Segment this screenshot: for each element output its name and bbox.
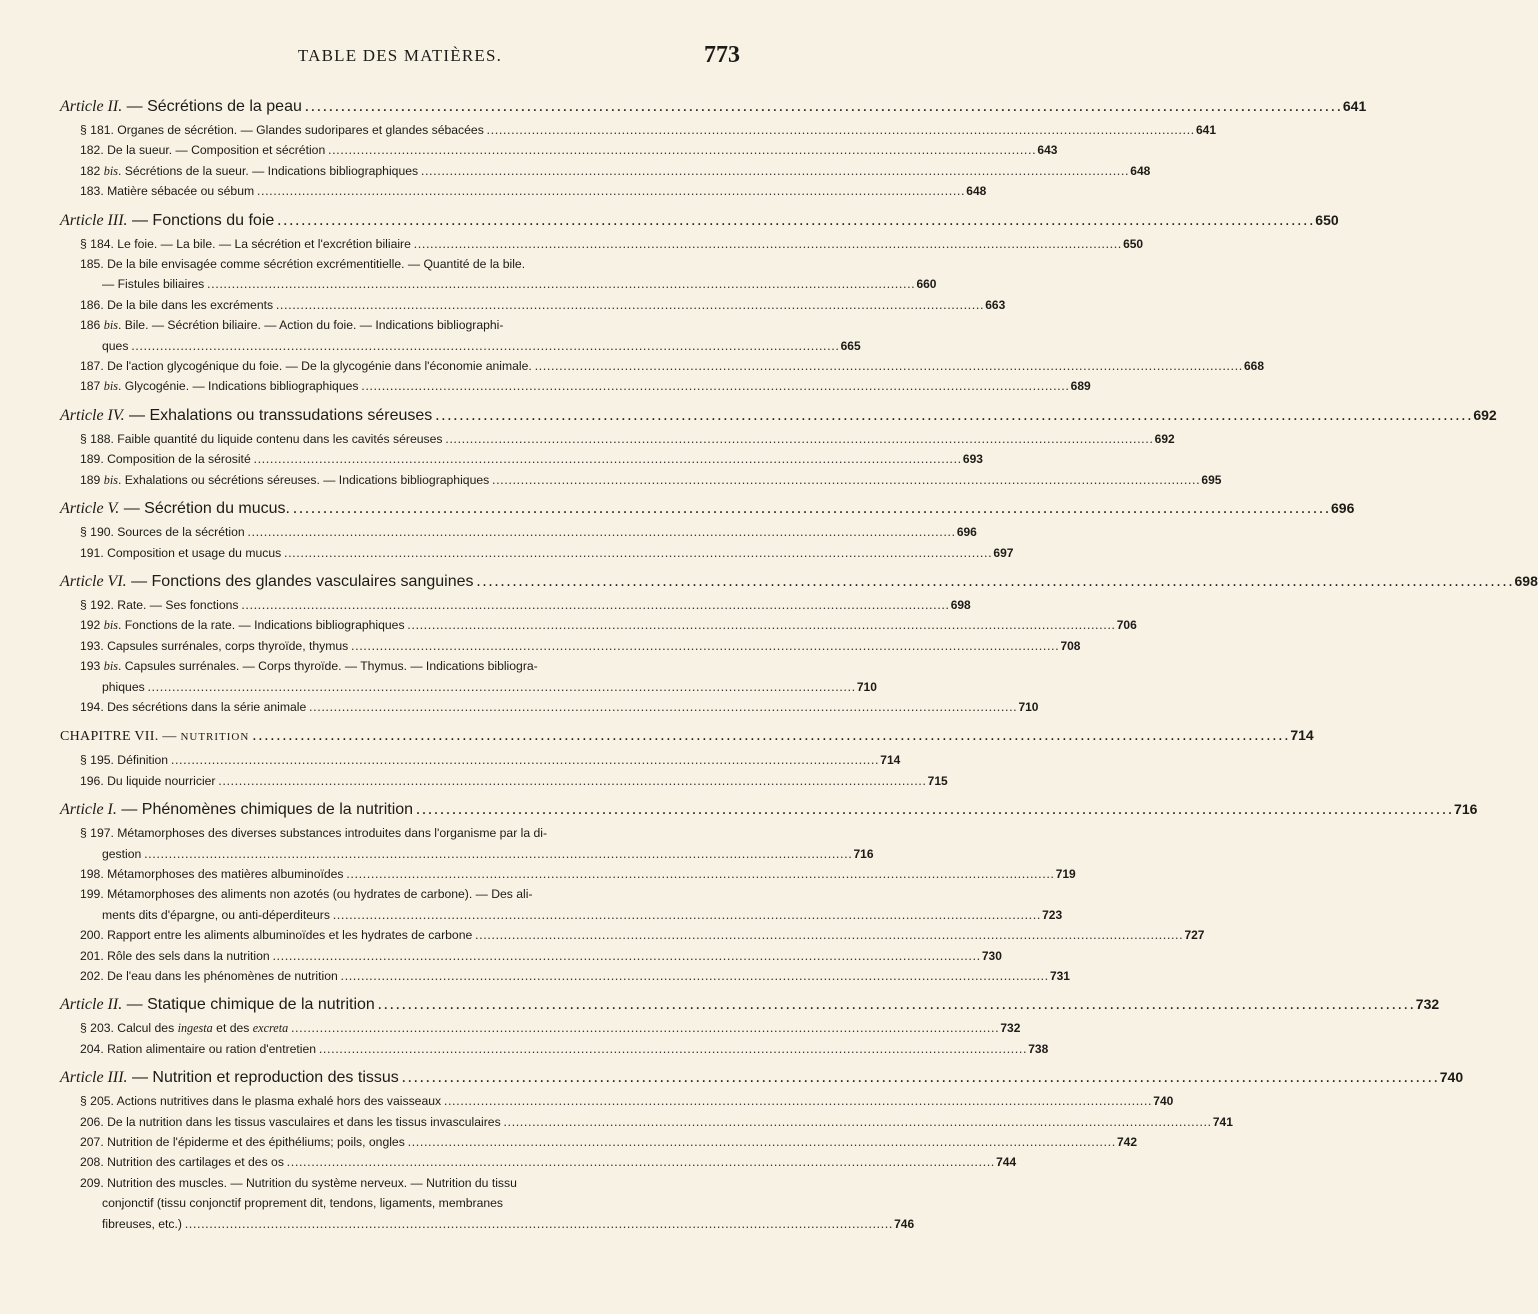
- entry-label: 202. De l'eau dans les phénomènes de nutrition: [80, 969, 338, 983]
- entry-label: § 188. Faible quantité du liquide contenu dans les cavités séreuses: [80, 431, 443, 446]
- toc-entry: [60, 925, 1205, 945]
- entry-label: fibreuses, etc.): [102, 1216, 182, 1231]
- page-ref: 714: [1290, 727, 1314, 744]
- table-of-contents: [60, 88, 1538, 1234]
- toc-entry-line: conjonctif (tissu conjonctif proprement dit, tendons, ligaments, membranes: [102, 1196, 504, 1211]
- toc-entry: [60, 1152, 1017, 1172]
- entry-label: 194. Des sécrétions dans la série animale: [80, 699, 307, 714]
- page-ref: 660: [916, 277, 937, 292]
- toc-entry-line: 193 bis. Capsules surrénales. — Corps thyroïde. — Thymus. — Indications bibliogra-: [80, 659, 538, 674]
- page-ref: 723: [1042, 907, 1063, 922]
- page-ref: 730: [981, 948, 1002, 963]
- page-ref: 650: [1123, 236, 1144, 251]
- page-ref: 692: [1154, 431, 1175, 446]
- toc-entry: [60, 750, 901, 770]
- page-ref: 665: [840, 338, 861, 353]
- toc-entry-line: 186 bis. Bile. — Sécrétion biliaire. — Action du foie. — Indications bibliographi-: [80, 318, 504, 333]
- page-ref: 697: [993, 545, 1014, 560]
- entry-label: § 181. Organes de sécrétion. — Glandes sudoripares et glandes sébacées: [80, 123, 484, 137]
- page-ref: 716: [853, 846, 874, 861]
- toc-entry-line: § 197. Métamorphoses des diverses substances introduites dans l'organisme par la di-: [80, 826, 548, 841]
- page-ref: 689: [1070, 379, 1091, 394]
- section-title: — Statique chimique de la nutrition: [122, 996, 375, 1014]
- entry-label: . Exhalations ou sécrétions séreuses. — Indications bibliographiques: [117, 472, 490, 487]
- toc-entry: 187 bis. Glycogénie. — Indications bibliographiques . . . 689: [60, 376, 738, 396]
- toc-entry: [60, 1039, 1049, 1059]
- toc-section-heading: Article I. — Phénomènes chimiques de la nutrition . . . 716: [60, 796, 738, 823]
- entry-label: . Sécrétions de la sueur. — Indications bibliographiques: [117, 163, 419, 178]
- page-ref: 648: [1130, 163, 1151, 178]
- page-ref: 648: [966, 184, 987, 199]
- entry-label: 206. De la nutrition dans les tissus vasculaires et dans les tissus invasculaires: [80, 1114, 501, 1129]
- toc-entry: 192 bis. Fonctions de la rate. — Indications bibliographiques . . . 706: [60, 615, 738, 635]
- entry-label: . Glycogénie. — Indications bibliographiques: [117, 379, 359, 394]
- toc-entry: [60, 677, 877, 697]
- page-ref: 740: [1153, 1094, 1174, 1109]
- entry-label: § 192. Rate. — Ses fonctions: [80, 597, 239, 612]
- chapter-title: NUTRITION: [180, 731, 250, 744]
- page-ref: 698: [1514, 572, 1538, 589]
- entry-label: 191. Composition et usage du mucus: [80, 545, 282, 560]
- toc-entry: [60, 1112, 1233, 1132]
- toc-entry: [60, 905, 1063, 925]
- page-ref: 698: [950, 597, 971, 612]
- entry-label: — Fistules biliaires: [102, 277, 205, 292]
- page-ref: 706: [1116, 618, 1137, 633]
- page-ref: 663: [985, 297, 1006, 312]
- entry-label: phiques: [102, 679, 145, 694]
- toc-entry: [60, 595, 971, 615]
- entry-label: 198. Métamorphoses des matières albuminoïdes: [80, 866, 344, 881]
- section-title: — Exhalations ou transsudations séreuses: [124, 406, 433, 424]
- page-ref: 695: [1201, 472, 1222, 487]
- page-ref: 643: [1037, 143, 1058, 158]
- page-ref: 732: [1415, 996, 1440, 1013]
- page-ref: 742: [1116, 1135, 1138, 1150]
- page-ref: 746: [894, 1216, 915, 1231]
- entry-label: ments dits d'épargne, ou anti-déperditeurs: [102, 907, 330, 922]
- toc-chapter-heading: [60, 722, 1314, 750]
- toc-entry: [60, 336, 861, 356]
- section-title: — Fonctions des glandes vasculaires sanguines: [126, 572, 474, 590]
- entry-label: § 205. Actions nutritives dans le plasma exhalé hors des vaisseaux: [80, 1094, 442, 1109]
- toc-entry: [60, 1091, 1174, 1111]
- section-title: — Sécrétion du mucus.: [119, 500, 290, 518]
- toc-entry: [60, 140, 1058, 160]
- toc-entry: [60, 864, 1076, 884]
- toc-entry: [60, 181, 987, 201]
- entry-label: 208. Nutrition des cartilages et des os: [80, 1155, 284, 1170]
- toc-entry: [60, 429, 1175, 449]
- entry-label: 207. Nutrition de l'épiderme et des épithéliums; poils, ongles: [80, 1135, 405, 1150]
- page-ref: 696: [1331, 500, 1355, 517]
- toc-entry-line: 199. Métamorphoses des aliments non azotés (ou hydrates de carbone). — Des ali-: [80, 887, 533, 902]
- entry-label: 193. Capsules surrénales, corps thyroïde, thymus: [80, 638, 349, 653]
- section-title: — Nutrition et reproduction des tissus: [127, 1069, 399, 1087]
- page-ref: 693: [962, 452, 983, 467]
- entry-label: gestion: [102, 846, 142, 861]
- running-header: [60, 42, 740, 72]
- page-ref: 668: [1243, 359, 1265, 374]
- toc-entry: 189 bis. Exhalations ou sécrétions séreuses. — Indications bibliographiques . . . 695: [60, 470, 738, 490]
- entry-label: . Fonctions de la rate. — Indications bibliographiques: [117, 618, 405, 633]
- toc-entry: [60, 771, 948, 791]
- toc-entry-line: 185. De la bile envisagée comme sécrétion excrémentitielle. — Quantité de la bile.: [80, 257, 526, 272]
- page-ref: 710: [1018, 699, 1039, 714]
- page-ref: 650: [1315, 211, 1339, 228]
- toc-entry: [60, 522, 977, 542]
- toc-entry: [60, 543, 1014, 563]
- toc-entry: § 203. Calcul des ingesta et des excreta . . . 732: [60, 1018, 738, 1038]
- section-title: — Phénomènes chimiques de la nutrition: [116, 801, 414, 819]
- leader-dots: [305, 94, 1340, 120]
- entry-label: 189. Composition de la sérosité: [80, 452, 251, 467]
- toc-entry: [60, 356, 1265, 376]
- page-ref: 708: [1060, 638, 1081, 653]
- page-ref: 692: [1473, 406, 1497, 423]
- toc-entry: [60, 636, 1081, 656]
- chapter-label: CHAPITRE VII. —: [60, 729, 181, 745]
- page-ref: 714: [880, 753, 901, 768]
- page-ref: 727: [1184, 928, 1205, 943]
- page-number: 773: [704, 42, 740, 68]
- page-ref: 732: [1000, 1021, 1021, 1036]
- toc-entry: [60, 274, 937, 294]
- section-title: — Sécrétions de la peau: [122, 98, 302, 115]
- entry-label: 182. De la sueur. — Composition et sécrétion: [80, 143, 326, 158]
- entry-label: § 195. Définition: [80, 753, 169, 768]
- page-ref: 715: [927, 773, 948, 788]
- page-ref: 744: [996, 1155, 1017, 1170]
- running-title: TABLE DES MATIÈRES.: [297, 46, 503, 65]
- entry-label: 204. Ration alimentaire ou ration d'entretien: [80, 1041, 317, 1056]
- page-ref: 740: [1439, 1069, 1464, 1086]
- entry-label: 201. Rôle des sels dans la nutrition: [80, 948, 270, 963]
- page-ref: 696: [956, 525, 977, 540]
- toc-entry: [60, 844, 874, 864]
- page-ref: 710: [856, 679, 877, 694]
- toc-entry: [60, 946, 1002, 966]
- entry-label: 183. Matière sébacée ou sébum: [80, 184, 255, 199]
- toc-entry: [60, 966, 1070, 986]
- entry-label: 200. Rapport entre les aliments albuminoïdes et les hydrates de carbone: [80, 928, 473, 943]
- toc-entry: [60, 697, 1039, 717]
- toc-section-heading: Article VI. — Fonctions des glandes vasculaires sanguines . . . 698: [60, 568, 738, 595]
- page-ref: 716: [1454, 801, 1478, 818]
- page-ref: 641: [1195, 123, 1216, 137]
- toc-section-heading: Article V. — Sécrétion du mucus. . . . 696: [60, 495, 738, 522]
- toc-entry-line: 209. Nutrition des muscles. — Nutrition du système nerveux. — Nutrition du tissu: [80, 1175, 517, 1190]
- section-title: — Fonctions du foie: [127, 211, 275, 229]
- page-ref: 641: [1342, 98, 1367, 114]
- toc-entry: [60, 1214, 915, 1234]
- toc-entry: [60, 295, 1006, 315]
- toc-section-heading: Article II. — Statique chimique de la nutrition . . . 732: [60, 991, 738, 1018]
- toc-entry: [60, 1132, 1138, 1152]
- entry-label: ques: [102, 338, 129, 353]
- toc-section-heading: Article IV. — Exhalations ou transsudations séreuses . . . 692: [60, 402, 738, 429]
- entry-label: 196. Du liquide nourricier: [80, 773, 216, 788]
- entry-label: § 184. Le foie. — La bile. — La sécrétion et l'excrétion biliaire: [80, 236, 411, 251]
- toc-section-heading: Article III. — Fonctions du foie . . . 650: [60, 207, 738, 234]
- article-label: Article II.: [60, 98, 123, 115]
- toc-section-heading: [60, 93, 1367, 120]
- entry-label: 186. De la bile dans les excréments: [80, 297, 274, 312]
- entry-label: 187. De l'action glycogénique du foie. — De la glycogénie dans l'économie animale.: [80, 359, 532, 374]
- toc-entry: 182 bis. Sécrétions de la sueur. — Indications bibliographiques . . . 648: [60, 161, 738, 181]
- page-ref: 719: [1055, 866, 1076, 881]
- toc-entry: [60, 120, 1216, 140]
- toc-entry: [60, 449, 983, 469]
- toc-section-heading: Article III. — Nutrition et reproduction des tissus . . . 740: [60, 1064, 738, 1091]
- page-ref: 738: [1028, 1041, 1049, 1056]
- toc-entry: [60, 234, 1144, 254]
- page-ref: 741: [1212, 1114, 1233, 1129]
- page-ref: 731: [1049, 969, 1070, 983]
- entry-label: § 190. Sources de la sécrétion: [80, 525, 245, 540]
